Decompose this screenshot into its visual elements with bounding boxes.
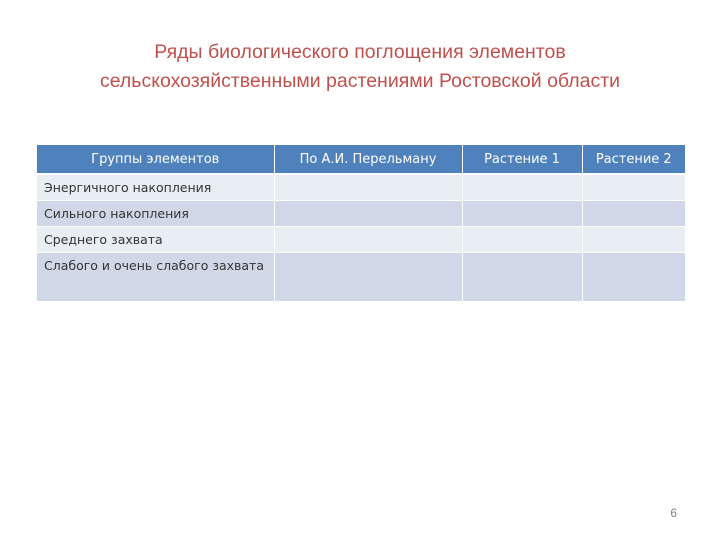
table-cell <box>274 201 462 227</box>
elements-table <box>37 145 685 302</box>
table-cell <box>462 174 582 201</box>
row-label: Слабого и очень слабого захвата <box>37 253 274 302</box>
table-row <box>37 253 685 302</box>
table-cell <box>274 227 462 253</box>
table-cell <box>582 227 685 253</box>
table-cell <box>462 253 582 302</box>
page-number: 6 <box>670 506 677 520</box>
header-groups: Группы элементов <box>37 145 274 174</box>
table-cell <box>582 174 685 201</box>
table-cell <box>274 174 462 201</box>
header-plant-1: Растение 1 <box>462 145 582 174</box>
slide-title <box>40 38 680 96</box>
header-plant-2: Растение 2 <box>582 145 685 174</box>
row-label: Сильного накопления <box>37 201 274 227</box>
table-cell <box>462 227 582 253</box>
table-row <box>37 227 685 253</box>
table-cell <box>582 253 685 302</box>
table-row <box>37 174 685 201</box>
title-line-2: сельскохозяйственными растениями Ростовской области <box>99 70 621 92</box>
row-label: Энергичного накопления <box>37 174 274 201</box>
row-label: Среднего захвата <box>37 227 274 253</box>
table-cell <box>462 201 582 227</box>
table-header-row <box>37 145 685 174</box>
table-cell <box>274 253 462 302</box>
title-line-1: Ряды биологического поглощения элементов <box>154 41 566 63</box>
table-row <box>37 201 685 227</box>
table-cell <box>582 201 685 227</box>
header-perelman: По А.И. Перельману <box>274 145 462 174</box>
